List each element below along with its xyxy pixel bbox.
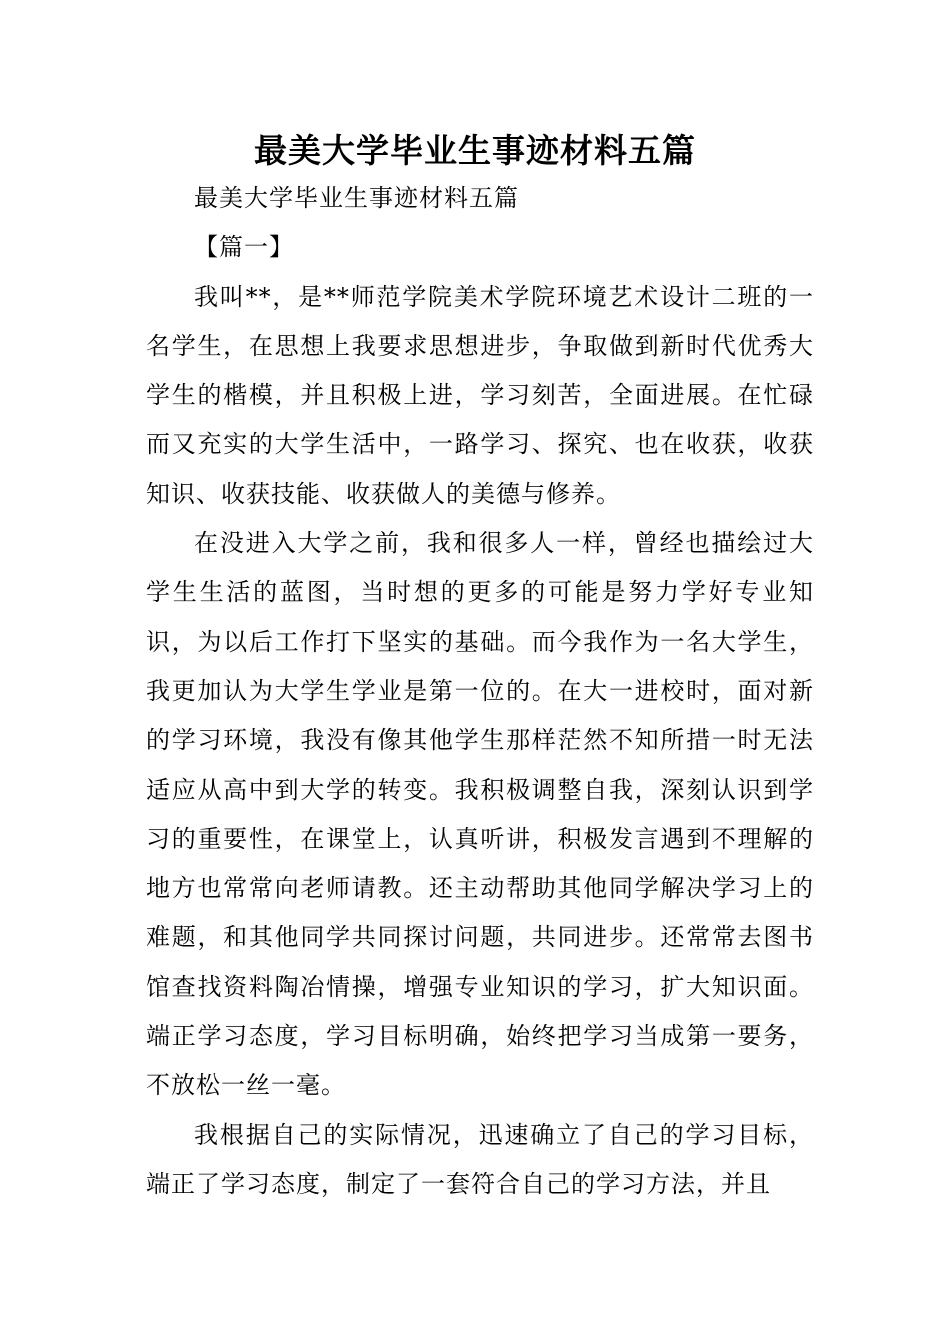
paragraph-2: 在没进入大学之前，我和很多人一样，曾经也描绘过大学生生活的蓝图，当时想的更多的可能是努力学好专业知识，为以后工作打下坚实的基础。而今我作为一名大学生，我更加认为大学生学业是第一位的。在大一进校时，面对新的学习环境，我没有像其他学生那样茫然不知所措一时无法适应从高中到大学的转变。我积极调整自我，深刻认识到学习的重要性，在课堂上，认真听讲，积极发言遇到不理解的地方也常常向老师请教。还主动帮助其他同学解决学习上的难题，和其他同学共同探讨问题，共同进步。还常常去图书馆查找资料陶冶情操，增强专业知识的学习，扩大知识面。端正学习态度，学习目标明确，始终把学习当成第一要务，不放松一丝一毫。 — [146, 529, 814, 1100]
paragraph-1: 我叫**，是**师范学院美术学院环境艺术设计二班的一名学生，在思想上我要求思想进步，争取做到新时代优秀大学生的楷模，并且积极上进，学习刻苦，全面进展。在忙碌而又充实的大学生活中，一路学习、探究、也在收获，收获知识、收获技能、收获做人的美德与修养。 — [146, 282, 814, 508]
paragraph-3: 我根据自己的实际情况，迅速确立了自己的学习目标，端正了学习态度，制定了一套符合自己的学习方法，并且 — [146, 1120, 814, 1198]
document-title: 最美大学毕业生事迹材料五篇 — [254, 131, 696, 170]
section-heading: 【篇一】 — [194, 233, 294, 262]
subtitle-line: 最美大学毕业生事迹材料五篇 — [194, 184, 519, 212]
document-body — [146, 174, 814, 1209]
